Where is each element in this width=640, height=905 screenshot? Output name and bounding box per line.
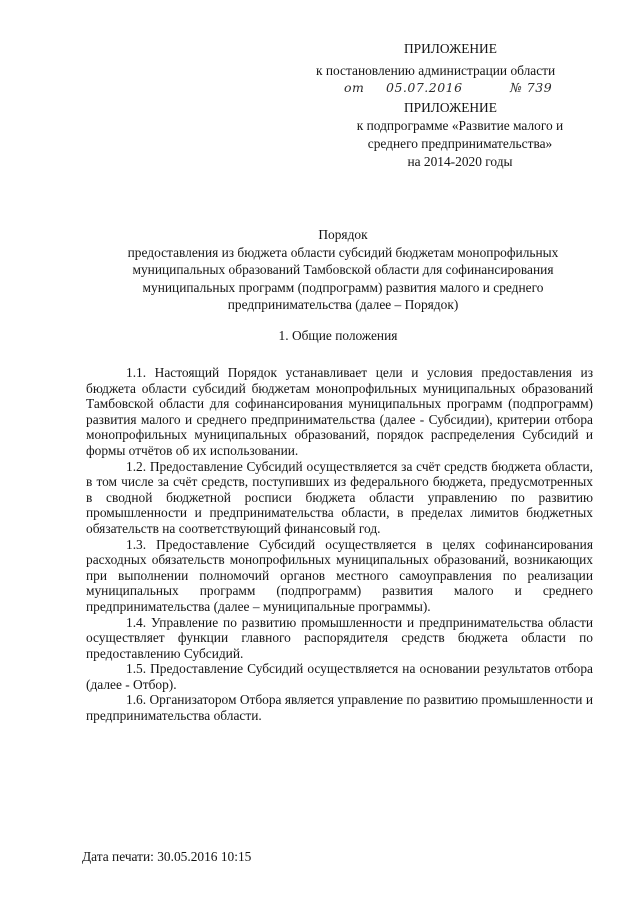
- paragraph-1-2: 1.2. Предоставление Субсидий осуществляется за счёт средств бюджета области, в том числе за счёт средств, поступивших из федерального бюджета, предусмотренных в сводной бюджетной росписи бюджета области управлению по развитию промышленности и предпринимательства области, в пределах лимитов бюджетных обязательств на соответствующий финансовый год.: [86, 458, 593, 536]
- document-body: [86, 365, 593, 724]
- handwritten-prefix: от: [344, 80, 365, 95]
- paragraph-1-4: 1.4. Управление по развитию промышленности и предпринимательства области осуществляет функции главного распорядителя средств бюджета области по предоставлению Субсидий.: [86, 614, 593, 661]
- appendix2-line-2: среднего предпринимательства»: [367, 136, 553, 151]
- section-heading: 1. Общие положения: [278, 328, 398, 343]
- paragraph-1-5: 1.5. Предоставление Субсидий осуществляется на основании результатов отбора (далее - Отбор).: [86, 661, 593, 692]
- paragraph-1-3: 1.3. Предоставление Субсидий осуществляется в целях софинансирования расходных обязательств монопрофильных муниципальных образований, возникающих при выполнении полномочий органов местного самоуправления по реализации муниципальных программ (подпрограмм) развития малого и среднего предпринимательства (далее – муниципальные программы).: [86, 536, 593, 614]
- document-title: [78, 226, 608, 314]
- document-title-line: предоставления из бюджета области субсидий бюджетам монопрофильных: [127, 244, 559, 260]
- document-title-line: муниципальных программ (подпрограмм) развития малого и среднего: [142, 279, 544, 295]
- paragraph-1-1: 1.1. Настоящий Порядок устанавливает цели и условия предоставления из бюджета области субсидий бюджетам монопрофильных муниципальных образований Тамбовской области для софинансирования муниципальных программ (подпрограмм) развития малого и среднего предпринимательства (далее - Субсидии), критерии отбора монопрофильных муниципальных образований, порядок распределения Субсидий и формы отчётов об их использовании.: [86, 365, 593, 458]
- handwritten-number: № 739: [510, 80, 553, 95]
- appendix2-line-3: на 2014-2020 годы: [407, 154, 513, 169]
- print-date: Дата печати: 30.05.2016 10:15: [82, 849, 252, 864]
- appendix1-reference: к постановлению администрации области: [316, 63, 556, 78]
- handwritten-date: 05.07.2016: [386, 80, 463, 95]
- appendix2-line-1: к подпрограмме «Развитие малого и: [356, 118, 564, 133]
- document-title-line: муниципальных образований Тамбовской области для софинансирования: [132, 262, 554, 277]
- appendix1-title: ПРИЛОЖЕНИЕ: [404, 41, 497, 56]
- appendix2-title: ПРИЛОЖЕНИЕ: [404, 100, 497, 115]
- paragraph-1-6: 1.6. Организатором Отбора является управление по развитию промышленности и предпринимательства области.: [86, 692, 593, 724]
- document-title-line: предпринимательства (далее – Порядок): [227, 297, 459, 312]
- document-heading: Порядок: [318, 227, 368, 242]
